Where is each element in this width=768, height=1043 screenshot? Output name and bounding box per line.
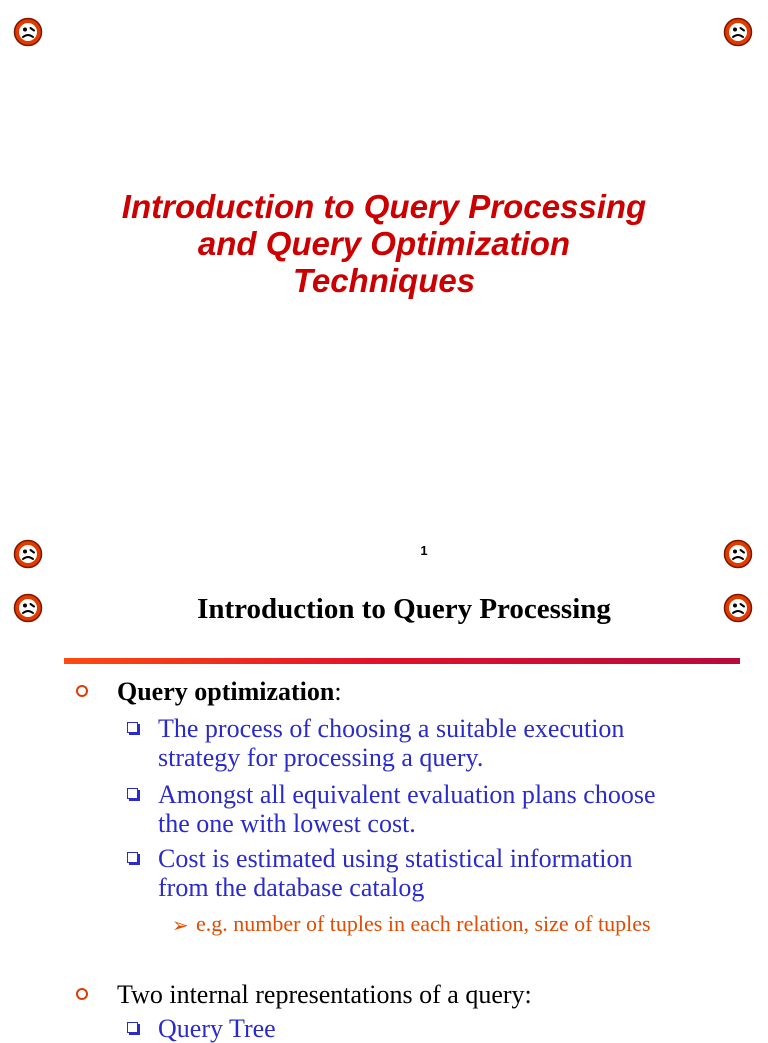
sad-face-icon [722, 16, 754, 48]
square-bullet-icon [127, 852, 138, 863]
page-number: 1 [420, 543, 428, 558]
item-heading-suffix: : [334, 677, 342, 706]
sub-item-line: Query Tree [158, 1014, 276, 1043]
title-line: Techniques [292, 262, 476, 299]
circle-bullet-icon [76, 988, 88, 1000]
sad-face-icon [722, 538, 754, 570]
sub-item-line: Amongst all equivalent evaluation plans choose [158, 780, 656, 809]
sub-item-line: from the database catalog [158, 873, 425, 902]
title-line: and Query Optimization [197, 225, 571, 262]
sub-sub-item-text: e.g. number of tuples in each relation, size of tuples [196, 911, 651, 936]
item-heading: Query optimization [117, 677, 335, 706]
sub-item-line: The process of choosing a suitable execution [158, 714, 625, 743]
circle-bullet-icon [76, 685, 88, 697]
sub-item-line: strategy for processing a query. [158, 743, 484, 772]
square-bullet-icon [127, 722, 138, 733]
slide-title: Introduction to Query Processing [197, 593, 611, 625]
arrow-bullet-icon: ➢ [172, 913, 189, 937]
title-line: Introduction to Query Processing [121, 188, 647, 225]
sad-face-icon [12, 16, 44, 48]
square-bullet-icon [127, 788, 138, 799]
slide-title [40, 188, 728, 299]
sub-item-line: Cost is estimated using statistical information [158, 844, 633, 873]
sad-face-icon [12, 538, 44, 570]
item-heading: Two internal representations of a query: [117, 980, 532, 1009]
title-divider [64, 658, 740, 664]
sub-item-line: the one with lowest cost. [158, 809, 416, 838]
sad-face-icon [12, 592, 44, 624]
